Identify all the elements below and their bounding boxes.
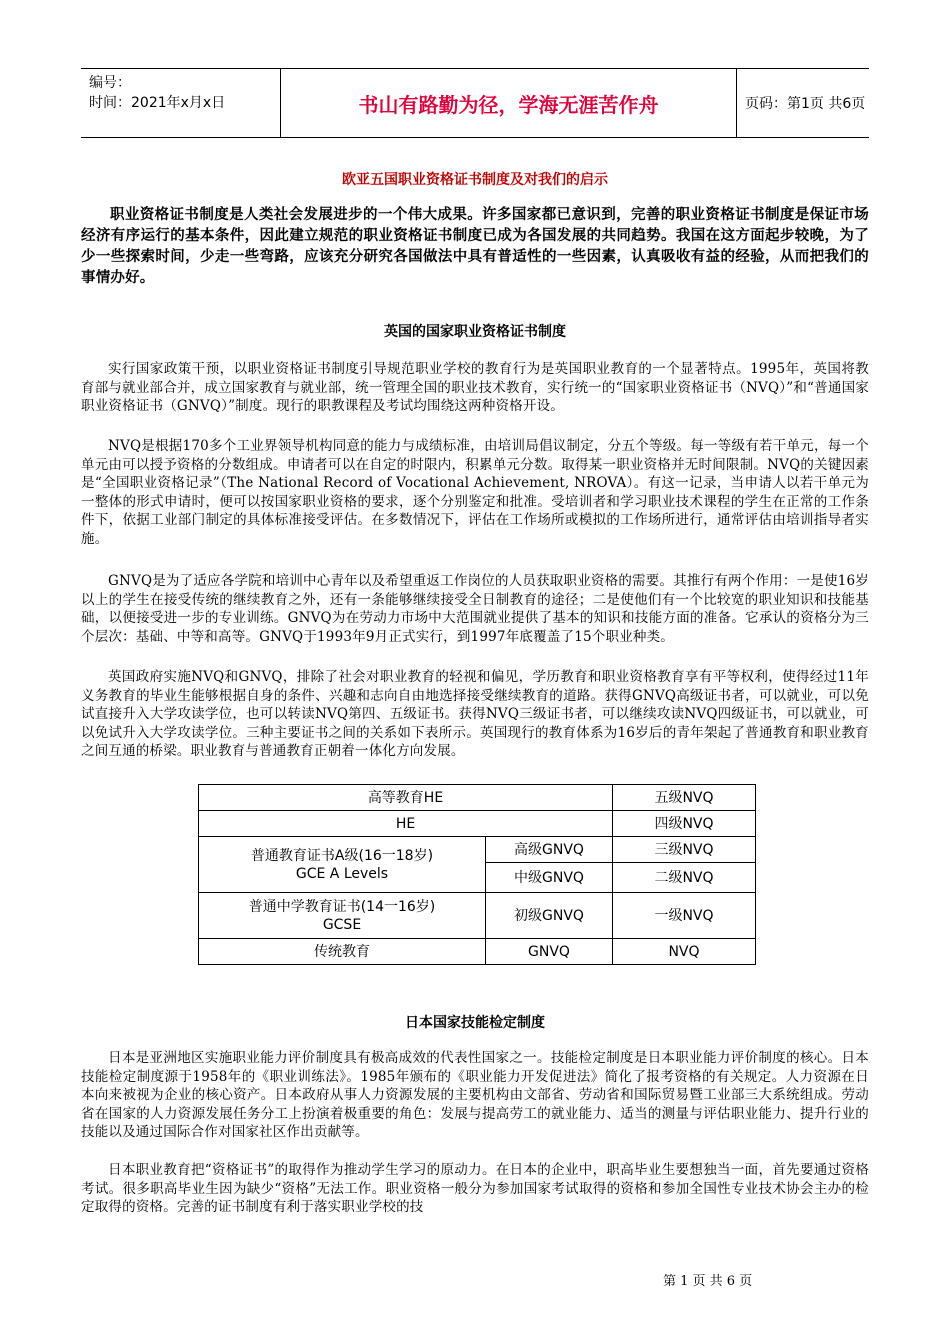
section-heading-japan: 日本国家技能检定制度 [405,1015,545,1031]
time-label: 时间：2021年x月x日 [89,95,226,111]
table-cell [199,837,486,893]
table-cell: 三级NVQ [613,837,756,863]
uk-paragraph-1: 实行国家政策干预，以职业资格证书制度引导规范职业学校的教育行为是英国职业教育的一个显著特点。1995年，英国将教育部与就业部合并，成立国家教育与就业部，统一管理全国的职业技术教育，实行统一的“国家职业资格证书（NVQ）”和“普通国家职业资格证书（GNVQ）”制度。现行的职教课程及考试均围绕这两种资格开设。 [81,361,869,414]
page-header [81,68,869,138]
table-cell: 一级NVQ [613,893,756,939]
table-cell-line: 普通中学教育证书(14一16岁) [248,898,436,915]
table-cell: 四级NVQ [613,811,756,837]
japan-paragraph-2: 日本职业教育把“资格证书”的取得作为推动学生学习的原动力。在日本的企业中，职高毕业生要想独当一面，首先要通过资格考试。很多职高毕业生因为缺少“资格”无法工作。职业资格一般分为参加国家考试取得的资格和参加全国性专业技术协会主办的检定取得的资格。完善的证书制度有利于落实职业学校的技 [81,1162,869,1215]
header-motto: 书山有路勤为径，学海无涯苦作舟 [358,92,659,117]
table-cell [199,893,486,939]
uk-paragraph-4: 英国政府实施NVQ和GNVQ，排除了社会对职业教育的轻视和偏见，学历教育和职业资格教育享有平等权利，使得经过11年义务教育的毕业生能够根据自身的条件、兴趣和志向自由地选择接受继续教育的道路。获得GNVQ高级证书者，可以就业，可以免试直接升入大学攻读学位，也可以转读NVQ第四、五级证书。获得NVQ三级证书者，可以继续攻读NVQ四级证书，可以就业，可以免试升入大学攻读学位。三种主要证书之间的关系如下表所示。英国现行的教育体系为16岁后的青年架起了普通教育和职业教育之间互通的桥梁。职业教育与普通教育正朝着一体化方向发展。 [81,669,869,759]
table-cell: 二级NVQ [613,863,756,893]
header-page-label: 页码：第1页 共6页 [745,96,866,112]
table-cell: 中级GNVQ [486,863,613,893]
table-cell: 初级GNVQ [486,893,613,939]
table-cell-line: GCE A Levels [295,865,389,882]
table-cell: 传统教育 [199,939,486,965]
table-cell: GNVQ [486,939,613,965]
table-cell-line: 普通教育证书A级(16一18岁) [250,847,434,864]
japan-paragraph-1: 日本是亚洲地区实施职业能力评价制度具有极高成效的代表性国家之一。技能检定制度是日本职业能力评价制度的核心。日本技能检定制度源于1958年的《职业训练法》。1985年颁布的《职业能力开发促进法》简化了报考资格的有关规定。人力资源在日本向来被视为企业的核心资产。日本政府从事人力资源发展的主要机构由文部省、劳动省和国际贸易暨工业部三大系统组成。劳动省在国家的人力资源发展任务分工上扮演着极重要的角色：发展与提高劳工的就业能力、适当的测量与评估职业能力、提升行业的技能以及通过国际合作对国家社区作出贡献等。 [81,1050,869,1140]
document-title: 欧亚五国职业资格证书制度及对我们的启示 [342,172,608,188]
table-cell: 五级NVQ [613,785,756,811]
number-label: 编号： [89,75,131,91]
page-footer: 第 1 页 共 6 页 [663,1274,753,1289]
header-divider [736,69,737,137]
uk-paragraph-2: NVQ是根据170多个工业界领导机构同意的能力与成绩标准，由培训局倡议制定，分五个等级。每一等级有若干单元，每一个单元由可以授予资格的分数组成。申请者可以在自定的时限内，积累单元分数。取得某一职业资格并无时间限制。NVQ的关键因素是“全国职业资格记录”（The National Record of Vocational Achievement, NROVA）。有这一记录，当申请人以若干单元为一整体的形式申请时，便可以按国家职业资格的要求，逐个分别鉴定和批准。受培训者和学习职业技术课程的学生在正常的工作条件下，依据工业部门制定的具体标准接受评估。在多数情况下，评估在工作场所或模拟的工作场所进行，通常评估由培训指导者实施。 [81,438,869,547]
uk-paragraph-3: GNVQ是为了适应各学院和培训中心青年以及希望重返工作岗位的人员获取职业资格的需要。其推行有两个作用：一是使16岁以上的学生在接受传统的继续教育之外，还有一条能够继续接受全日制教育的途径；二是使他们有一个比较宽的职业知识和技能基础，以便接受进一步的专业训练。GNVQ为在劳动力市场中大范围就业提供了基本的知识和技能方面的准备。它承认的资格分为三个层次：基础、中等和高等。GNVQ于1993年9月正式实行，到1997年底覆盖了15个职业种类。 [81,573,869,645]
table-cell: 高等教育HE [199,785,613,811]
header-meta [89,73,281,113]
table-cell: 高级GNVQ [486,837,613,863]
table-cell: NVQ [613,939,756,965]
section-heading-uk: 英国的国家职业资格证书制度 [384,324,566,340]
table-cell-line: GCSE [322,916,362,933]
intro-paragraph: 职业资格证书制度是人类社会发展进步的一个伟大成果。许多国家都已意识到，完善的职业资格证书制度是保证市场经济有序运行的基本条件，因此建立规范的职业资格证书制度已成为各国发展的共同趋势。我国在这方面起步较晚，为了少一些探索时间，少走一些弯路，应该充分研究各国做法中具有普适性的一些因素，认真吸收有益的经验，从而把我们的事情办好。 [81,207,869,286]
qualification-table [198,784,756,965]
table-cell: HE [199,811,613,837]
